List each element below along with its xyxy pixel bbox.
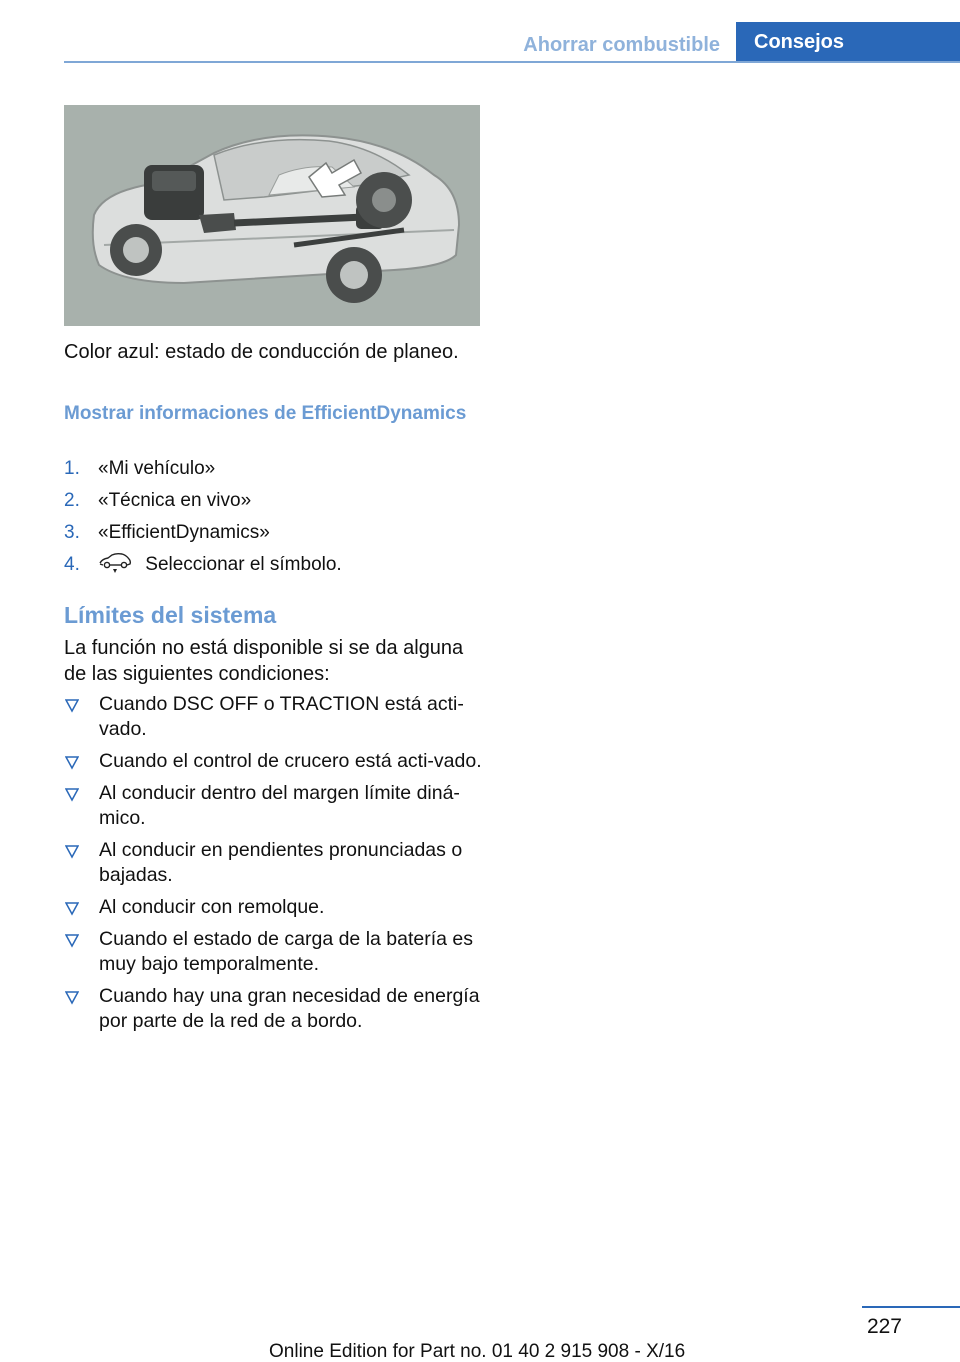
section-intro: La función no está disponible si se da alguna de las siguientes condiciones:	[64, 637, 464, 685]
list-item	[64, 781, 484, 831]
triangle-bullet-icon	[65, 989, 79, 1005]
step-number: 1.	[64, 458, 80, 479]
step-text: «EfficientDynamics»	[98, 522, 270, 543]
list-item	[64, 838, 484, 888]
list-item	[64, 520, 484, 552]
footer-edition: Online Edition for Part no. 01 40 2 915 908 - X/16	[269, 1341, 686, 1362]
bullet-text: Cuando el control de crucero está acti‐vado.	[99, 750, 482, 772]
list-item	[64, 552, 484, 584]
list-item	[64, 927, 484, 977]
list-item	[64, 749, 484, 774]
bullet-text: Cuando hay una gran necesidad de energía por parte de la red de a bordo.	[99, 985, 480, 1032]
bullet-text: Al conducir con remolque.	[99, 896, 325, 918]
list-item	[64, 692, 484, 742]
car-drivetrain-figure	[64, 105, 480, 326]
page-number-rule	[862, 1306, 960, 1308]
triangle-bullet-icon	[65, 843, 79, 859]
triangle-bullet-icon	[65, 932, 79, 948]
header-rule	[64, 61, 960, 63]
header-chapter-tab: Consejos	[736, 22, 960, 63]
triangle-bullet-icon	[65, 697, 79, 713]
car-cutaway-illustration	[64, 105, 480, 326]
steps-list	[64, 456, 484, 584]
list-item	[64, 984, 484, 1034]
step-number: 3.	[64, 522, 80, 543]
subheading-efficientdynamics: Mostrar informaciones de EfficientDynamics	[64, 403, 467, 424]
bullet-text: Cuando DSC OFF o TRACTION está acti‐vado.	[99, 693, 464, 740]
triangle-bullet-icon	[65, 754, 79, 770]
step-text: «Mi vehículo»	[98, 458, 216, 479]
step-text: «Técnica en vivo»	[98, 490, 252, 511]
list-item	[64, 488, 484, 520]
list-item	[64, 895, 484, 920]
figure-caption: Color azul: estado de conducción de planeo.	[64, 341, 459, 363]
triangle-bullet-icon	[65, 786, 79, 802]
page-number: 227	[866, 1315, 902, 1338]
coasting-car-icon	[98, 552, 132, 582]
conditions-list	[64, 692, 484, 1041]
section-title: Límites del sistema	[64, 602, 277, 628]
step-number: 4.	[64, 554, 80, 575]
bullet-text: Al conducir en pendientes pronunciadas o bajadas.	[99, 839, 463, 886]
step-text: Seleccionar el símbolo.	[145, 554, 342, 575]
step-number: 2.	[64, 490, 80, 511]
bullet-text: Al conducir dentro del margen límite diná‐mico.	[99, 782, 460, 829]
bullet-text: Cuando el estado de carga de la batería es muy bajo temporalmente.	[99, 928, 474, 975]
triangle-bullet-icon	[65, 900, 79, 916]
header-section-title: Ahorrar combustible	[523, 34, 720, 56]
list-item	[64, 456, 484, 488]
